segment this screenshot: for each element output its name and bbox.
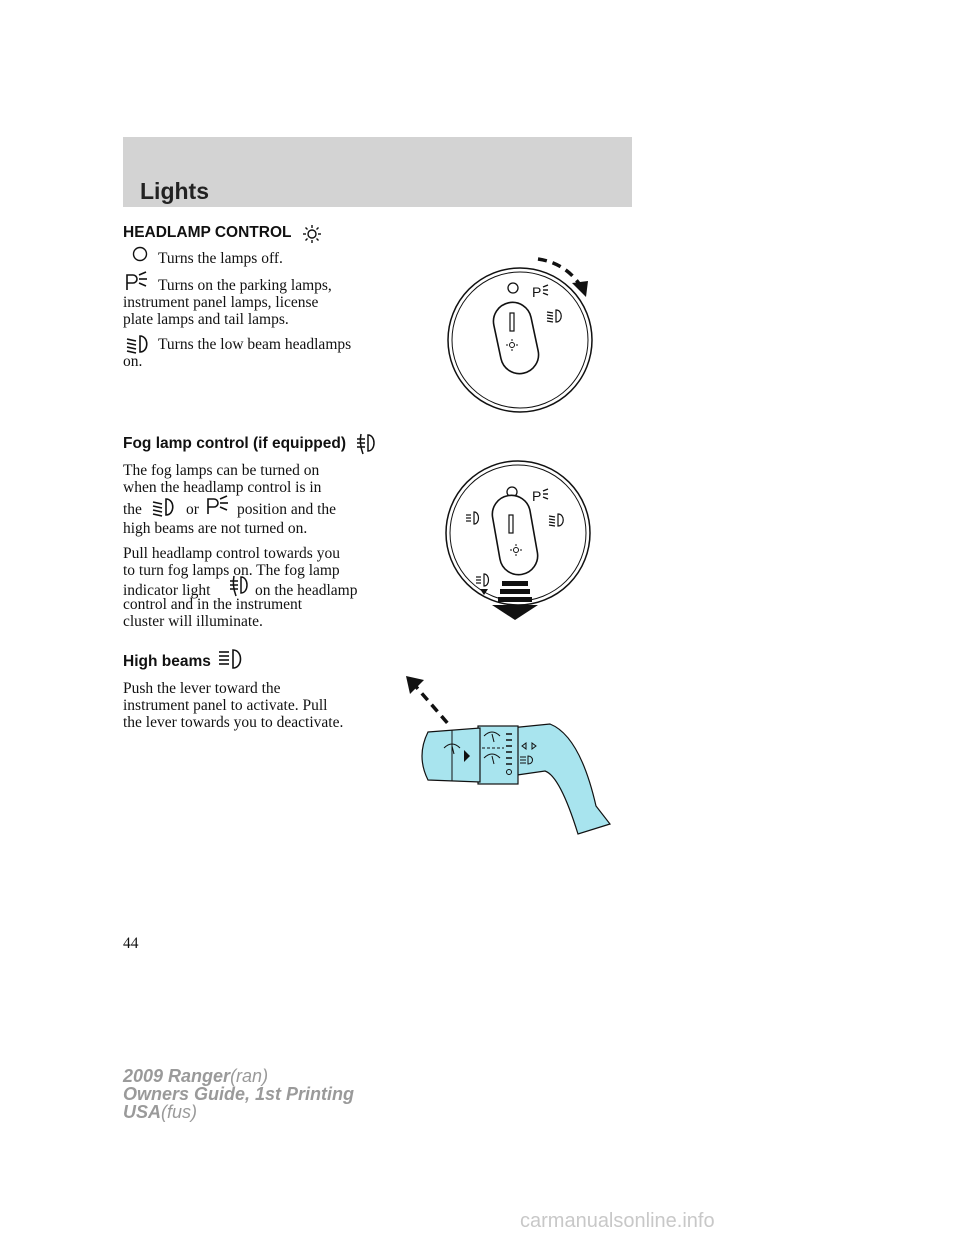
fog-text-line3b: or <box>186 501 199 518</box>
fog-text-line3a: the <box>123 501 142 518</box>
page-number: 44 <box>123 935 139 952</box>
parking-text-line3: plate lamps and tail lamps. <box>123 311 289 328</box>
highbeam-text-line2: instrument panel to activate. Pull <box>123 697 328 714</box>
watermark: carmanualsonline.info <box>520 1210 715 1232</box>
fog-text-line4: high beams are not turned on. <box>123 520 308 537</box>
lowbeam-text-line1: Turns the low beam headlamps <box>158 336 352 353</box>
footer-region: USA <box>123 1102 162 1122</box>
lowbeam-text-line2: on. <box>123 353 143 370</box>
svg-text:P: P <box>532 284 542 300</box>
parking-lamp-inline-icon <box>205 495 231 515</box>
multifunction-lever-figure <box>400 676 620 841</box>
highbeam-text-line1: Push the lever toward the <box>123 680 281 697</box>
fog-text-line2: when the headlamp control is in <box>123 479 322 496</box>
parking-text-line2: instrument panel lamps, license <box>123 294 319 311</box>
headlamp-heading: HEADLAMP CONTROL <box>123 224 292 241</box>
highbeam-heading: High beams <box>123 653 211 670</box>
fog-text-line1: The fog lamps can be turned on <box>123 462 320 479</box>
footer-model-code: (ran) <box>230 1066 269 1086</box>
document-footer <box>123 1067 354 1121</box>
headlamp-sun-icon <box>302 224 322 244</box>
parking-text-line1: Turns on the parking lamps, <box>158 277 332 294</box>
headlamp-knob-figure <box>440 245 610 420</box>
fog-heading: Fog lamp control (if equipped) <box>123 435 347 452</box>
fog-indicator-inline-icon <box>228 574 252 598</box>
svg-text:P: P <box>532 488 542 504</box>
off-text: Turns the lamps off. <box>158 250 283 267</box>
fog-text-line5: Pull headlamp control towards you <box>123 545 340 562</box>
fog-lamp-icon <box>355 432 379 456</box>
high-beam-icon <box>217 648 245 670</box>
fog-text-line3c: position and the <box>237 501 337 518</box>
section-title: Lights <box>140 178 209 204</box>
off-circle-icon <box>132 246 148 262</box>
fog-text-line7a: indicator light <box>123 582 211 599</box>
footer-guide: Owners Guide, 1st Printing <box>123 1084 355 1104</box>
fog-text-line8: control and in the instrument <box>123 596 303 613</box>
footer-region-code: (fus) <box>161 1102 198 1122</box>
parking-lamp-icon <box>124 271 150 291</box>
fog-text-line9: cluster will illuminate. <box>123 613 263 630</box>
low-beam-inline-icon <box>150 497 178 517</box>
fog-text-line7b: on the headlamp <box>255 582 358 599</box>
footer-model: 2009 Ranger <box>123 1066 231 1086</box>
fog-knob-figure <box>440 455 610 630</box>
highbeam-text-line3: the lever towards you to deactivate. <box>123 714 344 731</box>
low-beam-icon <box>124 334 152 354</box>
fog-text-line6: to turn fog lamps on. The fog lamp <box>123 562 340 579</box>
